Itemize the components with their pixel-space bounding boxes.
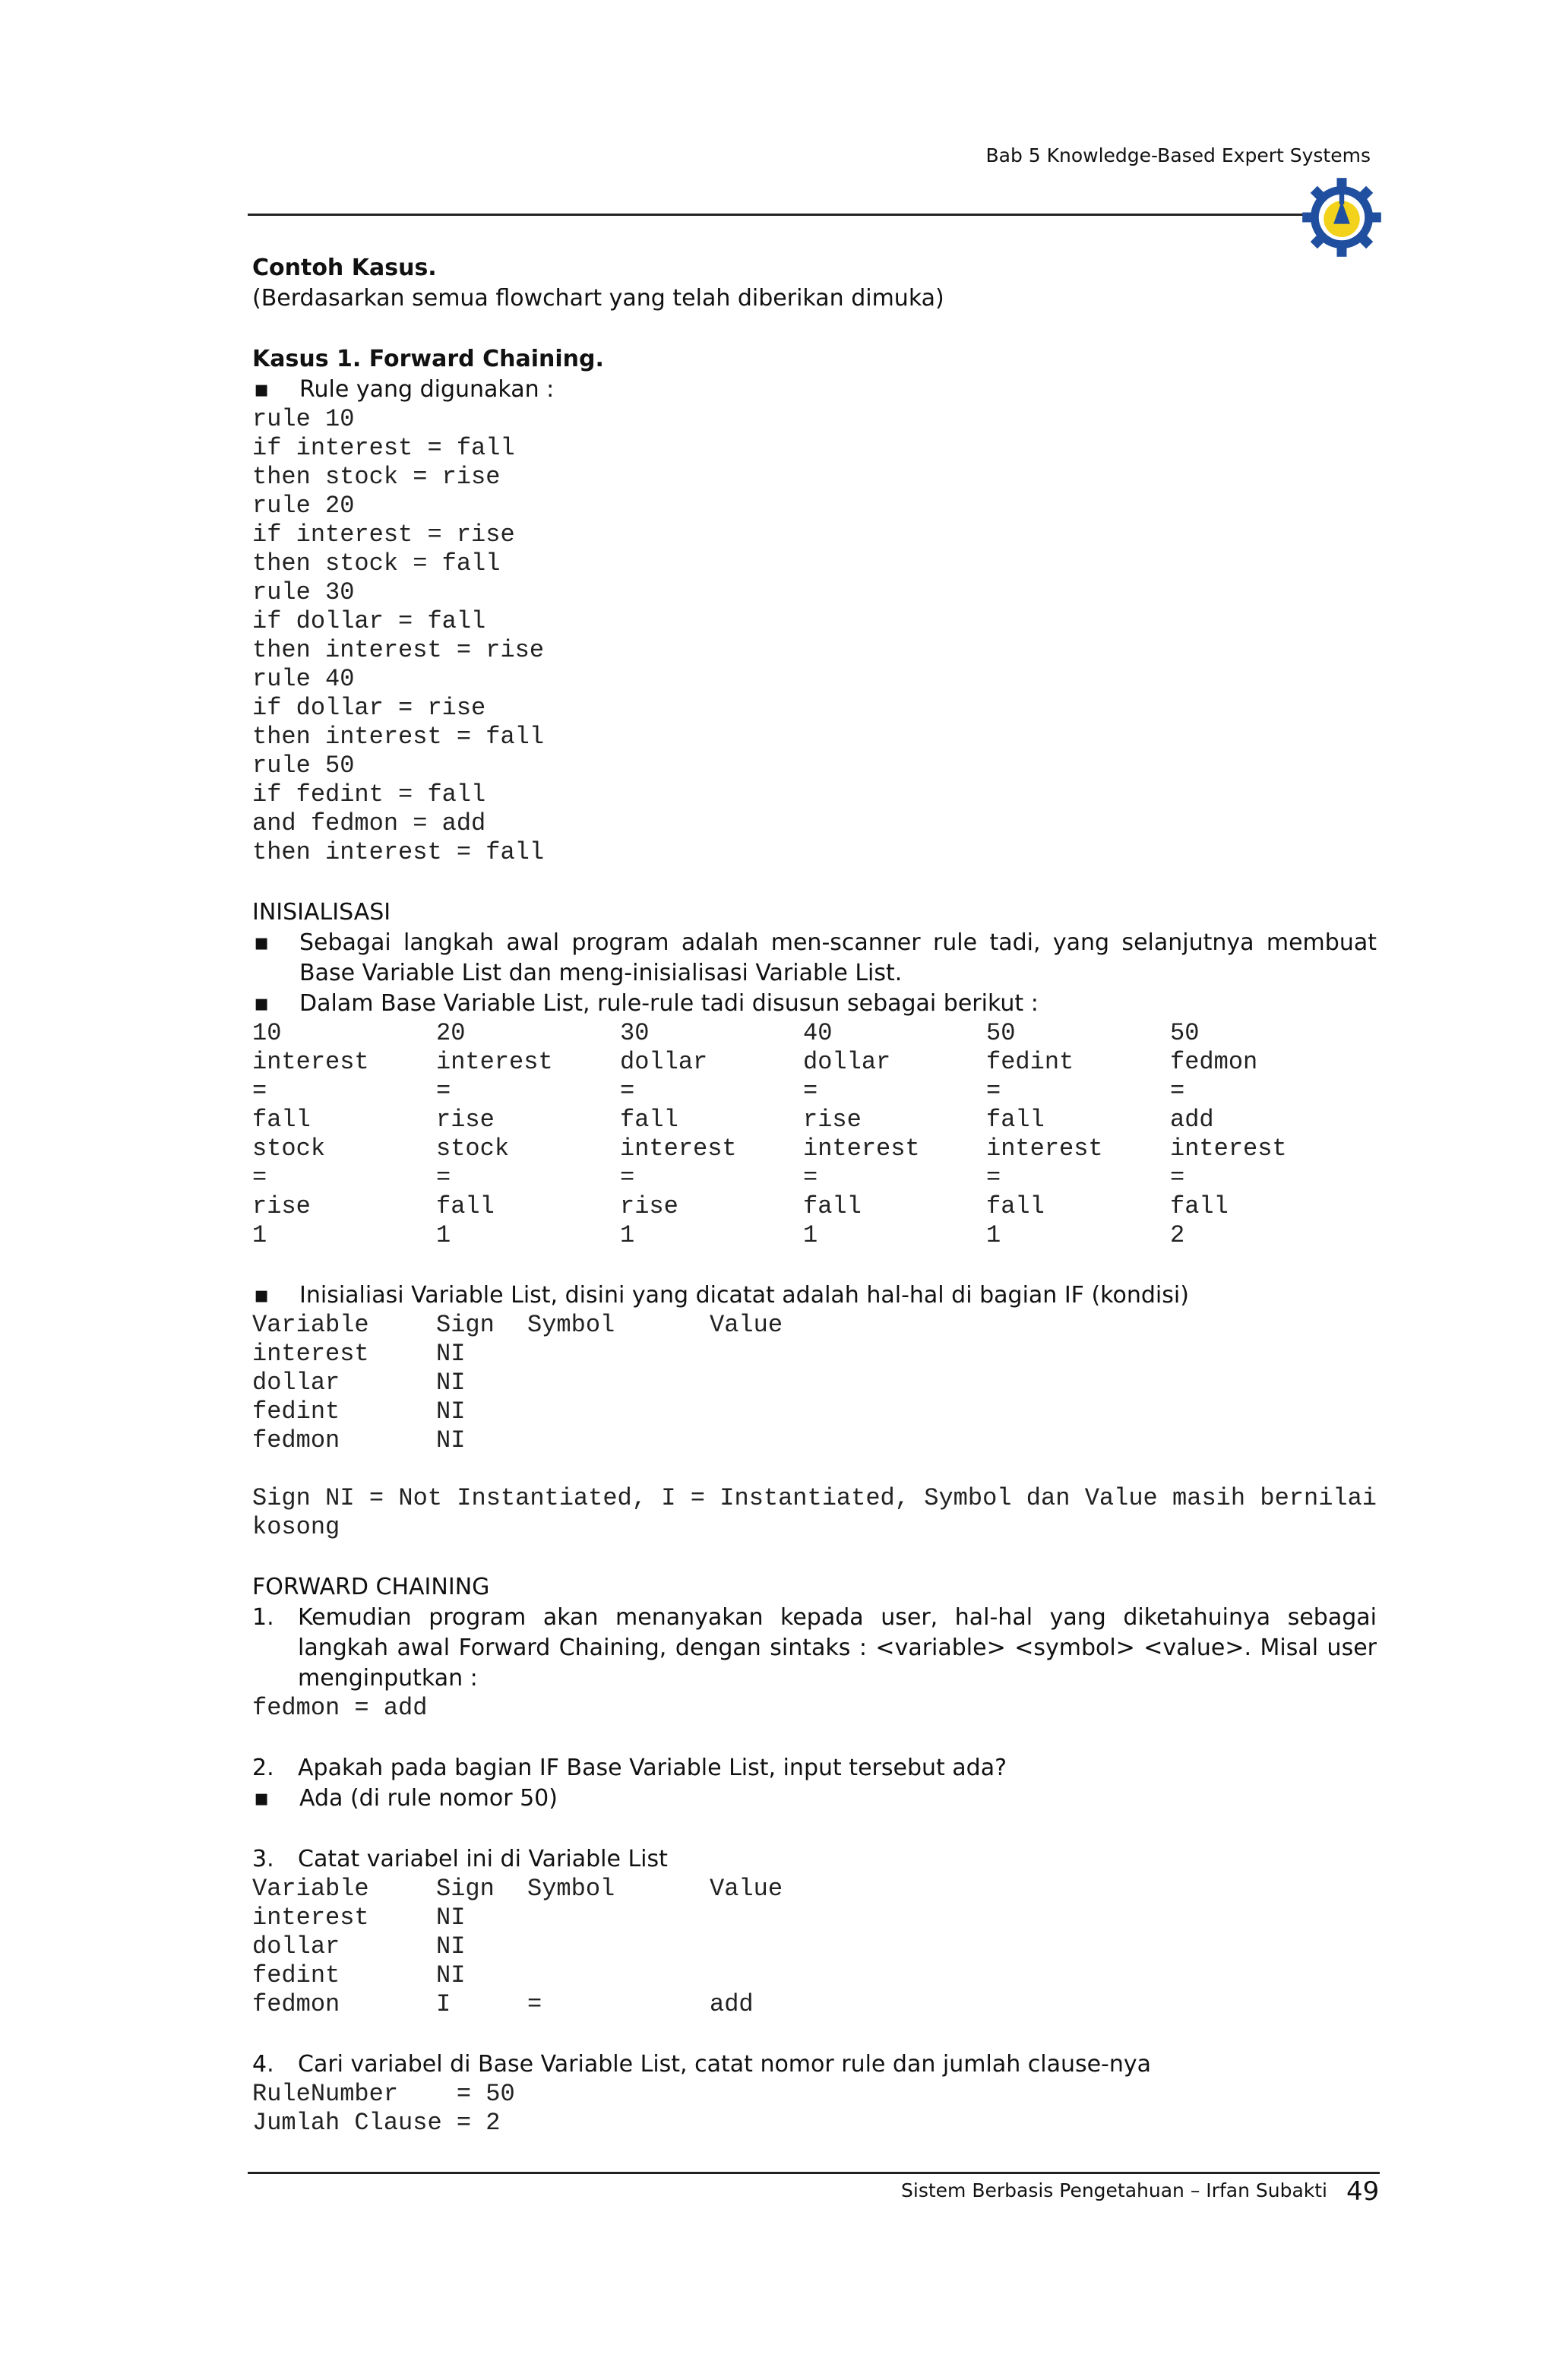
var-table-cell: dollar bbox=[252, 1932, 340, 1961]
base-table-cell: fedmon bbox=[1170, 1048, 1258, 1076]
var-table-cell: fedint bbox=[252, 1961, 340, 1989]
rule-code-block bbox=[252, 405, 1377, 867]
base-table-cell: = bbox=[620, 1163, 635, 1192]
bullet-icon: ▪ bbox=[254, 1282, 270, 1309]
rule-line: if interest = fall bbox=[252, 434, 515, 462]
base-table-cell: add bbox=[1170, 1106, 1214, 1134]
rule-line: then stock = fall bbox=[252, 549, 501, 578]
base-table-cell: fall bbox=[986, 1192, 1045, 1220]
rule-line: rule 20 bbox=[252, 492, 355, 520]
base-table-cell: fedint bbox=[986, 1048, 1074, 1076]
var-table-cell: fedmon bbox=[252, 1990, 340, 2018]
bullet-icon: ▪ bbox=[254, 929, 270, 956]
rule-line: if dollar = rise bbox=[252, 694, 486, 722]
base-table-cell: = bbox=[803, 1077, 818, 1105]
var-table-cell: fedmon bbox=[252, 1426, 340, 1454]
step-1: 1. Kemudian program akan menanyakan kepada user, hal-hal yang diketahuinya sebagai langkah awal Forward Chaining, dengan sintaks : <variable> <symbol> <value>. Misal user menginputkan : bbox=[252, 1604, 1377, 1692]
base-table-cell: = bbox=[252, 1163, 267, 1192]
rule-line: if dollar = fall bbox=[252, 607, 486, 635]
var-table-cell: interest bbox=[252, 1340, 369, 1368]
base-table-cell: stock bbox=[252, 1135, 326, 1163]
institution-gear-logo-icon bbox=[1301, 176, 1383, 258]
bullet-icon: ▪ bbox=[254, 990, 270, 1017]
var-table-cell bbox=[527, 1426, 710, 1455]
base-table-cell: fall bbox=[1170, 1192, 1229, 1220]
base-table-cell: 30 bbox=[620, 1019, 650, 1047]
base-table-cell: rise bbox=[803, 1106, 862, 1134]
rule-line: rule 10 bbox=[252, 405, 355, 433]
base-table-cell: 50 bbox=[1170, 1019, 1200, 1047]
var-table-cell: dollar bbox=[252, 1369, 340, 1397]
base-table-cell: fall bbox=[252, 1106, 311, 1134]
var-table-cell bbox=[710, 1961, 892, 1990]
rule-number-line: RuleNumber = 50 bbox=[252, 2080, 515, 2108]
rule-line: if interest = rise bbox=[252, 521, 515, 549]
var-table-header: Variable bbox=[252, 1875, 369, 1903]
var-table-cell: interest bbox=[252, 1904, 369, 1932]
var-table-cell bbox=[527, 1369, 710, 1397]
var-table-cell bbox=[710, 1397, 892, 1426]
rule-line: then interest = fall bbox=[252, 838, 545, 866]
base-table-cell: stock bbox=[436, 1135, 510, 1163]
chapter-header: Bab 5 Knowledge-Based Expert Systems bbox=[985, 144, 1371, 166]
var-table-cell bbox=[710, 1340, 892, 1369]
variable-list-table bbox=[252, 1311, 1377, 1455]
bullet-inisialisasi-3: ▪ Inisialiasi Variable List, disini yang dicatat adalah hal-hal di bagian IF (kondisi) bbox=[252, 1280, 1377, 1311]
base-table-cell: = bbox=[986, 1077, 1001, 1105]
base-table-cell: fall bbox=[436, 1192, 495, 1220]
var-table-cell bbox=[710, 1932, 892, 1961]
rule-line: if fedint = fall bbox=[252, 780, 486, 809]
variable-list-table-updated bbox=[252, 1875, 1377, 2019]
base-table-cell: = bbox=[986, 1163, 1001, 1192]
base-table-cell: interest bbox=[620, 1135, 737, 1163]
base-table-cell: dollar bbox=[803, 1048, 891, 1076]
var-table-cell bbox=[710, 1426, 892, 1455]
var-table-cell bbox=[527, 1397, 710, 1426]
base-table-cell: interest bbox=[252, 1048, 369, 1076]
base-table-cell: fall bbox=[620, 1106, 678, 1134]
rule-line: and fedmon = add bbox=[252, 809, 486, 837]
base-table-cell: interest bbox=[1170, 1135, 1287, 1163]
bullet-inisialisasi-1: ▪ Sebagai langkah awal program adalah men-scanner rule tadi, yang selanjutnya membuat Base Variable List dan meng-inisialisasi Variable List. bbox=[252, 928, 1377, 989]
footer-divider bbox=[248, 2172, 1380, 2174]
base-table-cell: dollar bbox=[620, 1048, 708, 1076]
contoh-title: Contoh Kasus. bbox=[252, 255, 437, 281]
sign-note: Sign NI = Not Instantiated, I = Instantiated, Symbol dan Value masih bernilai kosong bbox=[252, 1484, 1377, 1541]
base-table-cell: rise bbox=[252, 1192, 311, 1220]
base-table-cell: 40 bbox=[803, 1019, 833, 1047]
var-table-cell: fedint bbox=[252, 1397, 340, 1426]
rule-line: then interest = rise bbox=[252, 636, 545, 664]
base-table-cell: 20 bbox=[436, 1019, 466, 1047]
var-table-cell bbox=[527, 1904, 710, 1932]
forward-heading: FORWARD CHAINING bbox=[252, 1574, 490, 1600]
var-table-header: Value bbox=[710, 1875, 783, 1903]
var-table-cell: NI bbox=[436, 1932, 466, 1961]
rule-line: rule 50 bbox=[252, 752, 355, 780]
var-table-cell: NI bbox=[436, 1340, 466, 1368]
base-table-cell: fall bbox=[803, 1192, 862, 1220]
var-table-cell bbox=[527, 1961, 710, 1990]
var-table-cell bbox=[710, 1369, 892, 1397]
base-table-cell: rise bbox=[620, 1192, 678, 1220]
base-table-cell: 2 bbox=[1170, 1221, 1185, 1249]
base-table-cell: 1 bbox=[252, 1221, 267, 1249]
base-table-cell: = bbox=[436, 1077, 451, 1105]
base-table-cell: = bbox=[620, 1077, 635, 1105]
rule-line: then interest = fall bbox=[252, 723, 545, 751]
var-table-cell bbox=[527, 1932, 710, 1961]
rule-line: rule 40 bbox=[252, 665, 355, 693]
bullet-inisialisasi-2: ▪ Dalam Base Variable List, rule-rule tadi disusun sebagai berikut : bbox=[252, 989, 1377, 1019]
user-input-example: fedmon = add bbox=[252, 1694, 428, 1722]
var-table-cell: NI bbox=[436, 1426, 466, 1454]
base-table-cell: interest bbox=[986, 1135, 1103, 1163]
base-table-cell: fall bbox=[986, 1106, 1045, 1134]
base-variable-table bbox=[252, 1019, 1377, 1250]
contoh-subtitle: (Berdasarkan semua flowchart yang telah diberikan dimuka) bbox=[252, 285, 944, 312]
jumlah-clause-line: Jumlah Clause = 2 bbox=[252, 2109, 501, 2137]
page-content bbox=[252, 253, 1377, 2138]
base-table-cell: = bbox=[803, 1163, 818, 1192]
var-table-header: Variable bbox=[252, 1311, 369, 1339]
inisialisasi-heading: INISIALISASI bbox=[252, 899, 391, 926]
base-table-cell: = bbox=[1170, 1163, 1185, 1192]
base-table-cell: 1 bbox=[803, 1221, 818, 1249]
base-table-cell: 1 bbox=[436, 1221, 451, 1249]
rule-line: then stock = rise bbox=[252, 463, 501, 491]
step-4: 4. Cari variabel di Base Variable List, catat nomor rule dan jumlah clause-nya bbox=[252, 2051, 1152, 2078]
base-table-cell: interest bbox=[803, 1135, 920, 1163]
base-table-cell: rise bbox=[436, 1106, 495, 1134]
page-number: 49 bbox=[1346, 2176, 1380, 2207]
var-table-cell: add bbox=[710, 1990, 754, 2018]
footer-credit: Sistem Berbasis Pengetahuan – Irfan Subakti bbox=[901, 2179, 1327, 2201]
base-table-cell: 1 bbox=[620, 1221, 635, 1249]
var-table-cell: NI bbox=[436, 1961, 466, 1989]
var-table-cell: NI bbox=[436, 1904, 466, 1932]
var-table-cell bbox=[710, 1904, 892, 1932]
bullet-rule-list: ▪ Rule yang digunakan : bbox=[252, 375, 1377, 405]
var-table-header: Sign bbox=[436, 1311, 495, 1339]
header-divider bbox=[248, 214, 1311, 216]
var-table-cell: NI bbox=[436, 1397, 466, 1426]
var-table-header: Symbol bbox=[527, 1875, 615, 1903]
bullet-step2: ▪ Ada (di rule nomor 50) bbox=[252, 1783, 1377, 1814]
var-table-cell: I bbox=[436, 1990, 451, 2018]
var-table-cell: = bbox=[527, 1990, 542, 2018]
bullet-icon: ▪ bbox=[254, 1785, 270, 1812]
var-table-header: Value bbox=[710, 1311, 783, 1339]
base-table-cell: 1 bbox=[986, 1221, 1001, 1249]
step-2: 2. Apakah pada bagian IF Base Variable List, input tersebut ada? bbox=[252, 1755, 1007, 1781]
kasus1-title: Kasus 1. Forward Chaining. bbox=[252, 346, 604, 372]
bullet-icon: ▪ bbox=[254, 376, 270, 403]
var-table-cell: NI bbox=[436, 1369, 466, 1397]
base-table-cell: = bbox=[1170, 1077, 1185, 1105]
base-table-cell: 50 bbox=[986, 1019, 1016, 1047]
step-3: 3. Catat variabel ini di Variable List bbox=[252, 1846, 668, 1872]
base-table-cell: = bbox=[436, 1163, 451, 1192]
base-table-cell: = bbox=[252, 1077, 267, 1105]
base-table-cell: interest bbox=[436, 1048, 553, 1076]
base-table-cell: 10 bbox=[252, 1019, 282, 1047]
rule-line: rule 30 bbox=[252, 578, 355, 606]
var-table-header: Sign bbox=[436, 1875, 495, 1903]
var-table-cell bbox=[527, 1340, 710, 1369]
var-table-header: Symbol bbox=[527, 1311, 615, 1339]
